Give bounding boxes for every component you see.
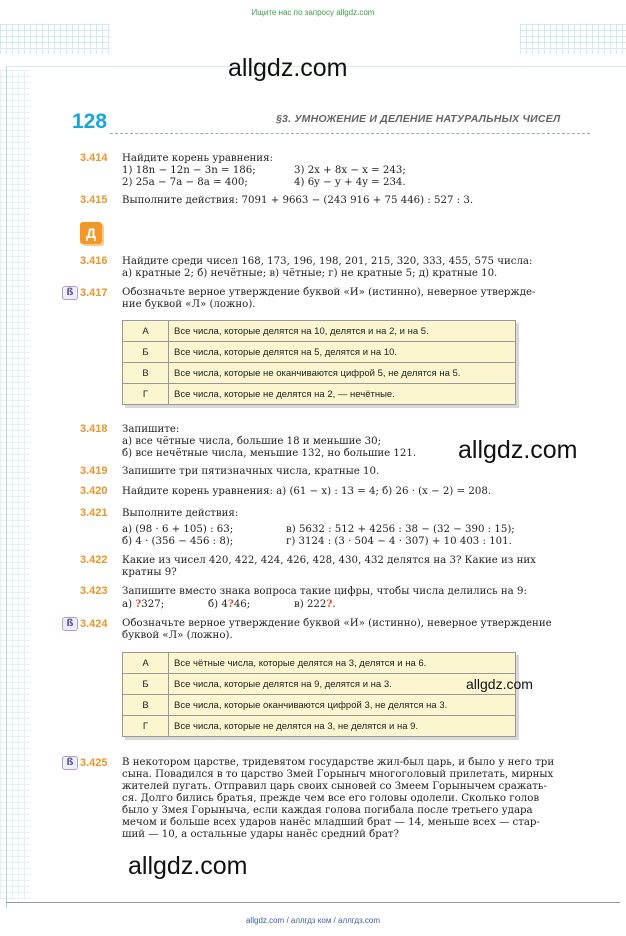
exercise-text: буквой «Л» (ложно). xyxy=(122,630,233,641)
row-text: Все числа, которые делятся на 5, делятся и на 10. xyxy=(169,342,516,363)
row-key: Г xyxy=(123,716,169,737)
exercise-number: 3.416 xyxy=(80,255,108,267)
row-text: Все числа, которые не оканчиваются цифрой 5, не делятся на 5. xyxy=(169,363,516,384)
watermark: allgdz.com xyxy=(128,852,248,880)
table-row xyxy=(123,321,516,342)
row-text: Все числа, которые не делятся на 3, не делятся и на 9. xyxy=(169,716,516,737)
exercise-item: а) (98 · 6 + 105) : 63; xyxy=(122,524,234,535)
story-line: мечом и больше всех ударов нанёс младший брат — 14, меньше всех — стар- xyxy=(122,817,540,828)
exercise-text: кратны 9? xyxy=(122,567,177,578)
row-text: Все числа, которые не делятся на 2, — нечётные. xyxy=(169,384,516,405)
table-row xyxy=(123,363,516,384)
exercise-item: а) все чётные числа, большие 18 и меньшие 30; xyxy=(122,436,382,447)
exercise-item: в) 222?. xyxy=(294,598,336,610)
exercise-number: 3.418 xyxy=(80,423,108,435)
grid-decoration xyxy=(0,24,110,54)
exercise-number: 3.422 xyxy=(80,554,108,566)
exercise-text: ние буквой «Л» (ложно). xyxy=(122,299,256,310)
group-work-icon: ß xyxy=(62,756,78,770)
row-key: Г xyxy=(123,384,169,405)
exercise-number: 3.415 xyxy=(80,194,108,206)
exercise-number: ß 3.425 xyxy=(62,756,108,770)
exercise-text: Найдите корень уравнения: а) (61 − x) : 13 = 4; б) 26 · (x − 2) = 208. xyxy=(122,486,492,497)
exercise-text: Выполните действия: 7091 + 9663 − (243 916 + 75 446) : 527 : 3. xyxy=(122,195,474,206)
exercise-item: б) 4?46; xyxy=(208,598,251,610)
page-number: 128 xyxy=(72,110,108,133)
row-key: В xyxy=(123,363,169,384)
section-d-badge: Д xyxy=(80,222,102,244)
exercise-text: Найдите корень уравнения: xyxy=(122,153,273,164)
story-line: жителей пугать. Отправил царь своих сыновей со Змеем Горынычем сражать- xyxy=(122,781,547,792)
group-work-icon: ß xyxy=(62,617,78,631)
story-line: ший — 10, а остальные удары нанёс средний брат? xyxy=(122,829,399,840)
table-row xyxy=(123,653,516,674)
story-line: В некотором царстве, тридевятом государстве жил-был царь, и было у него три xyxy=(122,757,555,768)
row-text: Все числа, которые делятся на 9, делятся и на 3. xyxy=(169,674,516,695)
top-promo-link[interactable]: Ищите нас по запросу allgdz.com xyxy=(251,8,375,17)
exercise-item: 4) 6y − y + 4y = 234. xyxy=(294,177,406,188)
exercise-number: ß 3.417 xyxy=(62,286,108,300)
watermark: allgdz.com xyxy=(458,436,578,464)
exercise-number: ß 3.424 xyxy=(62,617,108,631)
table-row xyxy=(123,695,516,716)
group-work-icon: ß xyxy=(62,286,78,300)
exercise-text: Найдите среди чисел 168, 173, 196, 198, 201, 215, 320, 333, 455, 575 числа: xyxy=(122,256,533,267)
exercise-text: Запишите: xyxy=(122,424,180,435)
header-divider xyxy=(110,133,590,134)
exercise-number: 3.421 xyxy=(80,507,108,519)
exercise-text: Выполните действия: xyxy=(122,508,239,519)
row-text: Все числа, которые оканчиваются цифрой 3, не делятся на 3. xyxy=(169,695,516,716)
row-key: А xyxy=(123,653,169,674)
row-key: А xyxy=(123,321,169,342)
story-line: было у Змея Горыныча, если каждая голова погибала после третьего удара xyxy=(122,805,533,816)
exercise-text: Запишите вместо знака вопроса такие цифры, чтобы числа делились на 9: xyxy=(122,586,527,597)
row-key: В xyxy=(123,695,169,716)
watermark: allgdz.com xyxy=(466,676,533,692)
row-text: Все чётные числа, которые делятся на 3, делятся и на 6. xyxy=(169,653,516,674)
running-head: §3. УМНОЖЕНИЕ И ДЕЛЕНИЕ НАТУРАЛЬНЫХ ЧИСЕЛ xyxy=(276,113,561,125)
row-key: Б xyxy=(123,674,169,695)
exercise-item: б) все нечётные числа, меньшие 132, но большие 121. xyxy=(122,448,417,459)
story-line: сына. Повадился в то царство Змей Горыныч многоголовый прилетать, мирных xyxy=(122,769,554,780)
exercise-text: а) кратные 2; б) нечётные; в) чётные; г) не кратные 5; д) кратные 10. xyxy=(122,268,498,279)
table-row xyxy=(123,342,516,363)
exercise-number: 3.420 xyxy=(80,485,108,497)
watermark: allgdz.com xyxy=(228,54,348,82)
table-row xyxy=(123,384,516,405)
statements-table xyxy=(122,320,516,405)
exercise-item: б) 4 · (356 − 456 : 8); xyxy=(122,536,234,547)
exercise-item: 3) 2x + 8x − x = 243; xyxy=(294,165,406,176)
footer-divider xyxy=(6,902,620,903)
exercise-text: Какие из чисел 420, 422, 424, 426, 428, 430, 432 делятся на 3? Какие из них xyxy=(122,555,536,566)
exercise-number: 3.414 xyxy=(80,152,108,164)
exercise-item: 2) 25a − 7a − 8a = 400; xyxy=(122,177,248,188)
exercise-item: 1) 18n − 12n − 3n = 186; xyxy=(122,165,256,176)
row-text: Все числа, которые делятся на 10, делятся и на 2, и на 5. xyxy=(169,321,516,342)
table-row xyxy=(123,674,516,695)
exercise-number: 3.423 xyxy=(80,585,108,597)
grid-decoration xyxy=(520,24,626,54)
exercise-item: г) 3124 : (3 · 504 − 4 · 307) + 10 403 : 101. xyxy=(286,536,512,547)
statements-table xyxy=(122,652,516,737)
exercise-text: Обозначьте верное утверждение буквой «И» (истинно), неверное утверждение xyxy=(122,618,552,629)
story-line: ся. Долго бились братья, прежде чем все его головы одолели. Сколько голов xyxy=(122,793,540,804)
exercise-item: в) 5632 : 512 + 4256 : 38 − (32 − 390 : 15); xyxy=(286,524,515,535)
exercise-number: 3.419 xyxy=(80,465,108,477)
exercise-text: Обозначьте верное утверждение буквой «И» (истинно), неверное утвержде- xyxy=(122,287,536,298)
row-key: Б xyxy=(123,342,169,363)
bottom-promo-links[interactable]: allgdz.com / аллгдз ком / аллгдз.com xyxy=(245,916,381,925)
table-row xyxy=(123,716,516,737)
exercise-item: а) ?327; xyxy=(122,598,165,610)
exercise-text: Запишите три пятизначных числа, кратные 10. xyxy=(122,466,380,477)
